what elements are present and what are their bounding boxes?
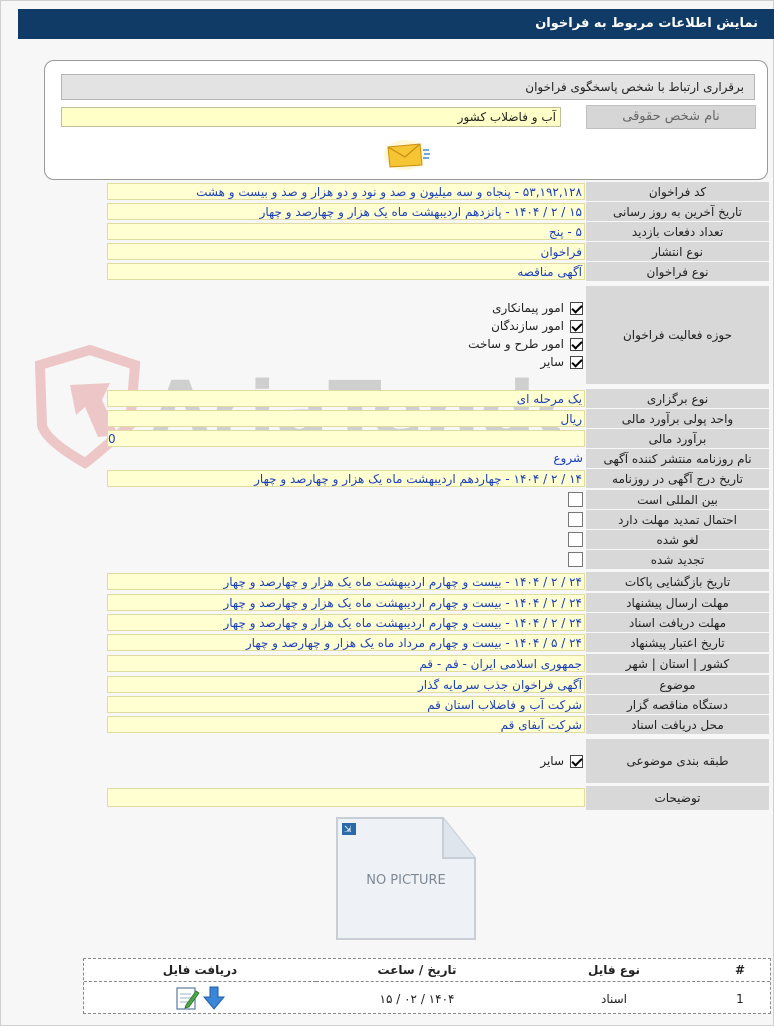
currency-label: واحد پولی برآورد مالی (586, 409, 769, 428)
desc-label: توضیحات (586, 786, 769, 810)
cancel-label: لغو شده (586, 530, 769, 549)
activity-checkbox[interactable] (570, 356, 583, 369)
activity-item[interactable]: امور طرح و ساخت (440, 337, 583, 351)
activity-label: حوزه فعالیت فراخوان (586, 286, 769, 384)
pub-type-value: فراخوان (107, 243, 585, 260)
location-value: جمهوری اسلامی ایران - قم - قم (107, 655, 585, 672)
hold-type-label: نوع برگزاری (586, 389, 769, 408)
org-value: شرکت آب و فاضلاب استان قم (107, 696, 585, 713)
page-title: نمایش اطلاعات مربوط به فراخوان (535, 16, 758, 31)
updated-value: ۱۵ / ۲ / ۱۴۰۴ - پانزدهم اردیبهشت ماه یک هزار و چهارصد و چهار (107, 203, 585, 220)
contact-title: برقراری ارتباط با شخص پاسخگوی فراخوان (525, 80, 744, 94)
news-date-value: ۱۴ / ۲ / ۱۴۰۴ - چهاردهم اردیبهشت ماه یک هزار و چهارصد و چهار (107, 470, 585, 487)
files-table (83, 958, 771, 1014)
validity-label: تاریخ اعتبار پیشنهاد (586, 633, 769, 652)
pub-type-label: نوع انتشار (586, 242, 769, 261)
updated-label: تاریخ آخرین به روز رسانی (586, 202, 769, 221)
subject-value: آگهی فراخوان جذب سرمایه گذار (107, 676, 585, 693)
estimate-label: برآورد مالی (586, 429, 769, 448)
category-label: طبقه بندی موضوعی (586, 739, 769, 783)
download-arrow-icon[interactable] (202, 985, 226, 1011)
activity-item[interactable]: امور پیمانکاری (440, 301, 583, 315)
renew-label: تجدید شده (586, 550, 769, 569)
category-item[interactable]: سایر (490, 754, 583, 768)
activity-item[interactable]: سایر (440, 355, 583, 369)
file-date: ۱۴۰۴ / ۰۲ / ۱۵ (379, 992, 455, 1006)
intl-checkbox[interactable] (568, 492, 583, 507)
activity-checkbox[interactable] (570, 338, 583, 351)
contact-title-bar[interactable] (61, 74, 755, 100)
activity-item[interactable]: امور سازندگان (440, 319, 583, 333)
activity-checkbox[interactable] (570, 302, 583, 315)
call-type-value: آگهی مناقصه (107, 263, 585, 280)
cancel-checkbox[interactable] (568, 532, 583, 547)
legal-person-label: نام شخص حقوقی (586, 105, 756, 129)
activity-checkbox[interactable] (570, 320, 583, 333)
renew-checkbox[interactable] (568, 552, 583, 567)
send-value: ۲۴ / ۲ / ۱۴۰۴ - بیست و چهارم اردیبهشت ماه یک هزار و چهارصد و چهار (107, 594, 585, 611)
validity-value: ۲۴ / ۵ / ۱۴۰۴ - بیست و چهارم مرداد ماه یک هزار و چهارصد و چهار (107, 634, 585, 651)
visits-label: تعداد دفعات بازدید (586, 222, 769, 241)
file-num: 1 (736, 992, 744, 1006)
newspaper-label: نام روزنامه منتشر کننده آگهی (586, 449, 769, 468)
location-label: کشور | استان | شهر (586, 654, 769, 673)
currency-value: ریال (107, 410, 585, 427)
extend-label: احتمال تمدید مهلت دارد (586, 510, 769, 529)
open-value: ۲۴ / ۲ / ۱۴۰۴ - بیست و چهارم اردیبهشت ماه یک هزار و چهارصد و چهار (107, 573, 585, 590)
extend-checkbox[interactable] (568, 512, 583, 527)
subject-label: موضوع (586, 675, 769, 694)
doc-place-value: شرکت آبفای قم (107, 716, 585, 733)
legal-person-value: آب و فاضلاب کشور (61, 107, 561, 127)
category-checkbox[interactable] (570, 755, 583, 768)
receive-label: مهلت دریافت اسناد (586, 613, 769, 632)
news-date-label: تاریخ درج آگهی در روزنامه (586, 469, 769, 488)
code-label: کد فراخوان (586, 182, 769, 201)
no-picture-image (335, 816, 477, 941)
visits-value: ۵ - پنج (107, 223, 585, 240)
file-download-cell (84, 982, 316, 1017)
send-label: مهلت ارسال پیشنهاد (586, 593, 769, 612)
intl-label: بین المللی است (586, 490, 769, 509)
svg-text:⇲: ⇲ (344, 825, 352, 835)
file-type: اسناد (600, 992, 627, 1006)
edit-document-icon[interactable] (174, 985, 200, 1011)
desc-value (107, 788, 585, 807)
call-type-label: نوع فراخوان (586, 262, 769, 281)
files-col-date: تاریخ / ساعت (316, 959, 518, 982)
table-row (84, 982, 770, 1017)
no-picture-text: NO PICTURE (366, 873, 446, 888)
code-value: ۵۳,۱۹۲,۱۲۸ - پنجاه و سه میلیون و صد و نود و دو هزار و صد و بیست و هشت (107, 183, 585, 200)
doc-place-label: محل دریافت اسناد (586, 715, 769, 734)
open-label: تاریخ بازگشایی پاکات (586, 572, 769, 591)
org-label: دستگاه مناقصه گزار (586, 695, 769, 714)
email-icon[interactable] (383, 138, 431, 172)
page-header (18, 9, 774, 39)
receive-value: ۲۴ / ۲ / ۱۴۰۴ - بیست و چهارم اردیبهشت ماه یک هزار و چهارصد و چهار (107, 614, 585, 631)
files-col-num: # (710, 959, 770, 982)
newspaper-value: شروع (553, 451, 583, 465)
files-col-type: نوع فایل (518, 959, 710, 982)
files-col-download: دریافت فایل (84, 959, 316, 982)
files-header-row (84, 959, 770, 982)
hold-type-value: یک مرحله ای (107, 390, 585, 407)
estimate-value: 0 (107, 430, 585, 447)
